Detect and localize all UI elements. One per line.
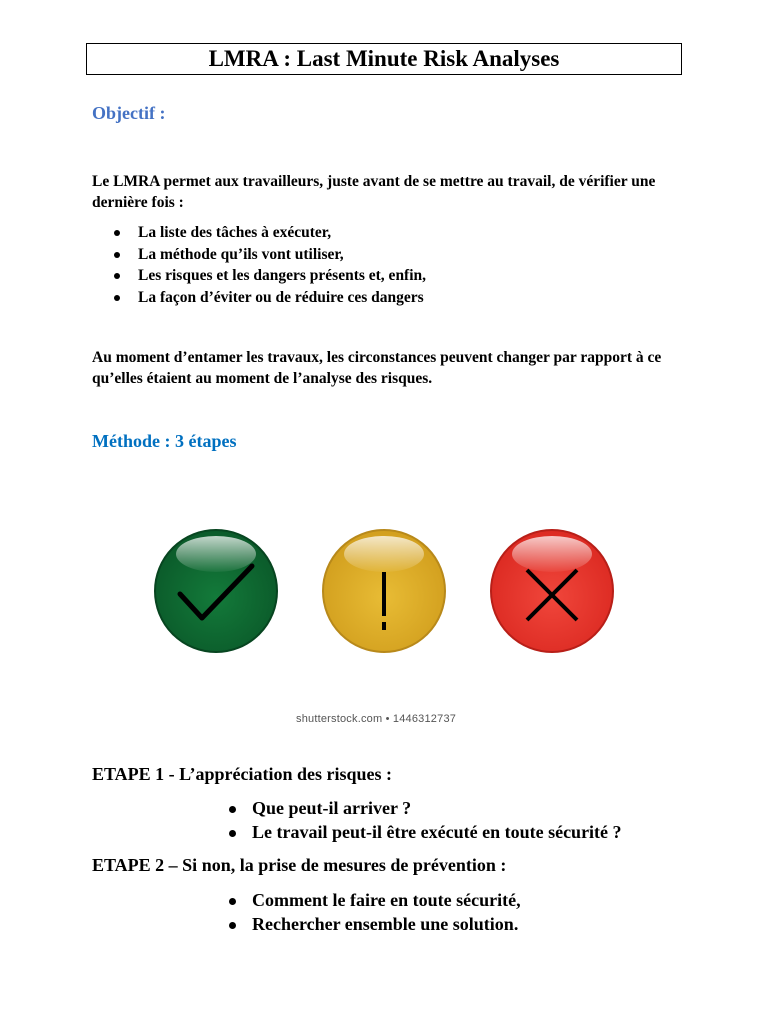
list-item: Comment le faire en toute sécurité,	[226, 889, 521, 913]
objectif-intro: Le LMRA permet aux travailleurs, juste avant de se mettre au travail, de vérifier une dernière fois :	[92, 173, 656, 211]
page-title: LMRA : Last Minute Risk Analyses	[86, 43, 682, 75]
objectif-heading: Objectif :	[92, 103, 166, 123]
list-item: La façon d’éviter ou de réduire ces dangers	[112, 287, 426, 309]
image-watermark: shutterstock.com • 1446312737	[296, 713, 457, 725]
exclamation-icon	[323, 530, 445, 652]
list-item: Le travail peut-il être exécuté en toute sécurité ?	[226, 821, 622, 845]
etape1-title: ETAPE 1 - L’appréciation des risques :	[92, 764, 393, 784]
etape1-list	[226, 797, 622, 844]
list-item: La méthode qu’ils vont utiliser,	[112, 244, 426, 266]
methode-heading: Méthode : 3 étapes	[92, 431, 237, 451]
list-item: Rechercher ensemble une solution.	[226, 913, 521, 937]
check-icon	[155, 530, 277, 652]
list-item: Que peut-il arriver ?	[226, 797, 622, 821]
cross-icon	[491, 530, 613, 652]
risk-signals-image	[150, 528, 630, 658]
etape2-title: ETAPE 2 – Si non, la prise de mesures de prévention :	[92, 855, 507, 875]
objectif-note: Au moment d’entamer les travaux, les circonstances peuvent changer par rapport à ce qu’elles étaient au moment de l’analyse des risques.	[92, 349, 662, 387]
list-item: La liste des tâches à exécuter,	[112, 222, 426, 244]
objectif-list	[112, 222, 426, 308]
list-item: Les risques et les dangers présents et, enfin,	[112, 265, 426, 287]
etape2-list	[226, 889, 521, 936]
